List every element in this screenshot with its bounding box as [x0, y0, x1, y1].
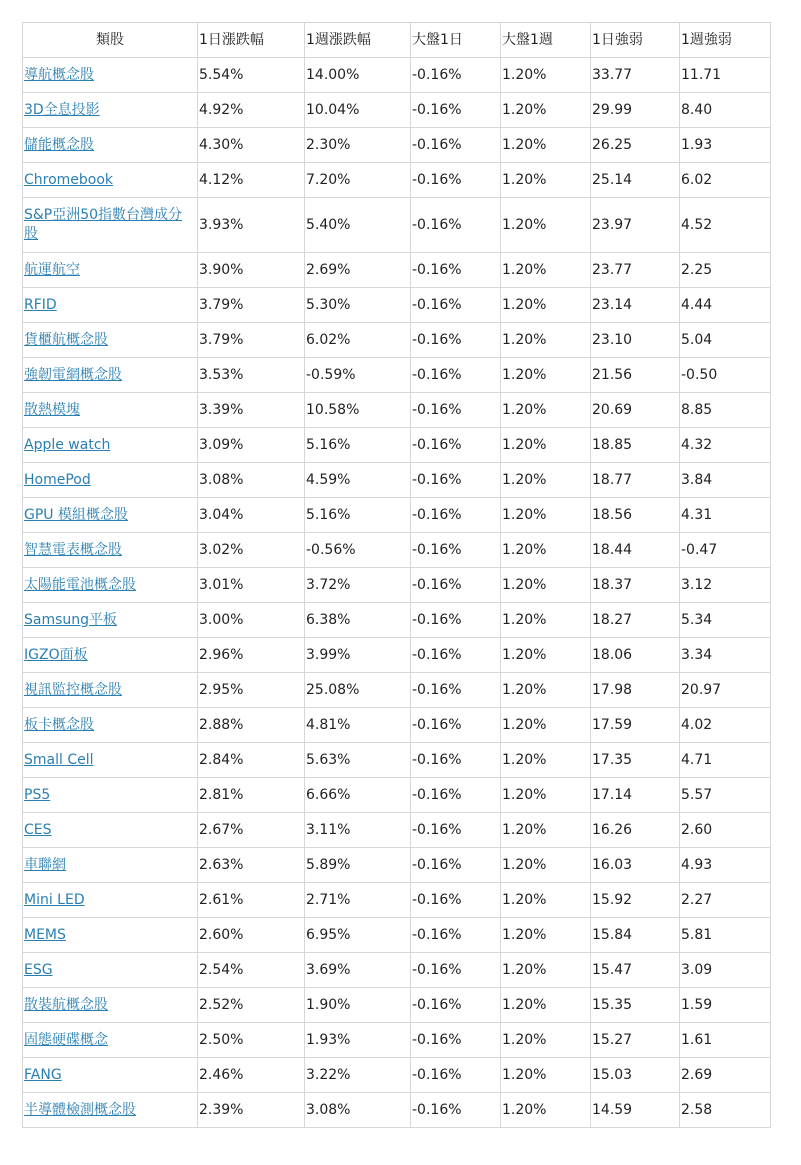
table-row	[23, 743, 771, 778]
cell-1d-strength: 29.99	[591, 93, 680, 128]
cell-1d-change: 2.46%	[198, 1058, 305, 1093]
cell-1w-strength: 4.52	[680, 198, 771, 253]
cell-market-1d: -0.16%	[411, 673, 501, 708]
cell-market-1w: 1.20%	[501, 603, 591, 638]
cell-1w-strength: 20.97	[680, 673, 771, 708]
sector-link[interactable]: 固態硬碟概念	[24, 1031, 108, 1048]
cell-market-1w: 1.20%	[501, 778, 591, 813]
cell-1d-strength: 17.98	[591, 673, 680, 708]
cell-market-1w: 1.20%	[501, 393, 591, 428]
sector-name-cell	[23, 198, 198, 253]
sector-link[interactable]: PS5	[24, 786, 51, 803]
cell-1w-strength: 4.93	[680, 848, 771, 883]
sector-name-cell	[23, 988, 198, 1023]
sector-link[interactable]: Small Cell	[24, 751, 94, 768]
cell-1w-strength: 1.61	[680, 1023, 771, 1058]
cell-market-1d: -0.16%	[411, 58, 501, 93]
cell-market-1w: 1.20%	[501, 253, 591, 288]
table-row	[23, 1023, 771, 1058]
cell-market-1w: 1.20%	[501, 638, 591, 673]
sector-name-cell	[23, 743, 198, 778]
table-row	[23, 568, 771, 603]
cell-market-1d: -0.16%	[411, 953, 501, 988]
cell-market-1w: 1.20%	[501, 498, 591, 533]
cell-1w-change: 3.11%	[305, 813, 411, 848]
cell-1d-change: 2.54%	[198, 953, 305, 988]
cell-1d-strength: 17.35	[591, 743, 680, 778]
cell-1d-change: 3.04%	[198, 498, 305, 533]
table-body	[23, 58, 771, 1128]
cell-1d-strength: 14.59	[591, 1093, 680, 1128]
sector-link[interactable]: 航運航空	[24, 261, 80, 278]
cell-market-1w: 1.20%	[501, 743, 591, 778]
cell-1d-change: 3.79%	[198, 323, 305, 358]
cell-1w-strength: 1.93	[680, 128, 771, 163]
sector-name-cell	[23, 393, 198, 428]
cell-market-1w: 1.20%	[501, 93, 591, 128]
sector-name-cell	[23, 288, 198, 323]
cell-1w-change: 10.58%	[305, 393, 411, 428]
cell-1w-change: 5.63%	[305, 743, 411, 778]
cell-1w-strength: 2.25	[680, 253, 771, 288]
cell-1d-change: 3.53%	[198, 358, 305, 393]
sector-name-cell	[23, 323, 198, 358]
cell-1w-change: 3.08%	[305, 1093, 411, 1128]
sector-name-cell	[23, 883, 198, 918]
cell-1d-change: 2.63%	[198, 848, 305, 883]
cell-1d-strength: 18.37	[591, 568, 680, 603]
cell-market-1w: 1.20%	[501, 568, 591, 603]
header-1w-change: 1週漲跌幅	[305, 23, 411, 58]
cell-1w-change: 2.69%	[305, 253, 411, 288]
sector-link[interactable]: 太陽能電池概念股	[24, 576, 136, 593]
sector-name-cell	[23, 813, 198, 848]
cell-1d-change: 3.02%	[198, 533, 305, 568]
cell-1w-strength: -0.47	[680, 533, 771, 568]
cell-1w-change: 3.22%	[305, 1058, 411, 1093]
cell-market-1w: 1.20%	[501, 128, 591, 163]
cell-1d-change: 3.09%	[198, 428, 305, 463]
sector-name-cell	[23, 1023, 198, 1058]
cell-market-1d: -0.16%	[411, 988, 501, 1023]
cell-market-1w: 1.20%	[501, 953, 591, 988]
cell-1w-change: 5.40%	[305, 198, 411, 253]
cell-1w-change: 1.90%	[305, 988, 411, 1023]
cell-1d-strength: 23.97	[591, 198, 680, 253]
cell-1d-change: 3.79%	[198, 288, 305, 323]
sector-link[interactable]: 貨櫃航概念股	[24, 331, 108, 348]
cell-1d-strength: 15.47	[591, 953, 680, 988]
cell-market-1w: 1.20%	[501, 533, 591, 568]
cell-1w-strength: 2.58	[680, 1093, 771, 1128]
cell-market-1w: 1.20%	[501, 1093, 591, 1128]
cell-1w-strength: 3.09	[680, 953, 771, 988]
cell-market-1w: 1.20%	[501, 673, 591, 708]
cell-1d-change: 3.00%	[198, 603, 305, 638]
cell-1w-strength: 5.57	[680, 778, 771, 813]
cell-market-1d: -0.16%	[411, 393, 501, 428]
cell-market-1d: -0.16%	[411, 1058, 501, 1093]
table-row	[23, 253, 771, 288]
sector-link[interactable]: Chromebook	[24, 171, 114, 188]
cell-1w-change: 5.89%	[305, 848, 411, 883]
table-row	[23, 883, 771, 918]
cell-1d-strength: 18.85	[591, 428, 680, 463]
sector-name-cell	[23, 1093, 198, 1128]
cell-1w-strength: 4.44	[680, 288, 771, 323]
cell-1w-strength: 3.34	[680, 638, 771, 673]
cell-market-1d: -0.16%	[411, 883, 501, 918]
cell-1d-strength: 15.27	[591, 1023, 680, 1058]
header-1d-change: 1日漲跌幅	[198, 23, 305, 58]
header-market-1d: 大盤1日	[411, 23, 501, 58]
cell-1w-change: 6.02%	[305, 323, 411, 358]
cell-1w-strength: 11.71	[680, 58, 771, 93]
cell-market-1w: 1.20%	[501, 883, 591, 918]
cell-1d-change: 2.39%	[198, 1093, 305, 1128]
sector-name-cell	[23, 638, 198, 673]
cell-1w-change: 3.69%	[305, 953, 411, 988]
table-row	[23, 778, 771, 813]
cell-1d-change: 4.92%	[198, 93, 305, 128]
cell-1d-strength: 18.44	[591, 533, 680, 568]
table-row	[23, 393, 771, 428]
sector-link[interactable]: 散熱模塊	[24, 401, 80, 418]
cell-1w-change: 14.00%	[305, 58, 411, 93]
cell-1d-strength: 17.14	[591, 778, 680, 813]
cell-1w-strength: 4.32	[680, 428, 771, 463]
cell-market-1w: 1.20%	[501, 358, 591, 393]
cell-1d-strength: 15.35	[591, 988, 680, 1023]
cell-1w-change: 2.71%	[305, 883, 411, 918]
cell-market-1d: -0.16%	[411, 813, 501, 848]
sector-name-cell	[23, 128, 198, 163]
cell-1d-change: 2.67%	[198, 813, 305, 848]
sector-link[interactable]: HomePod	[24, 471, 91, 488]
cell-1w-change: 5.30%	[305, 288, 411, 323]
sector-name-cell	[23, 358, 198, 393]
cell-market-1d: -0.16%	[411, 163, 501, 198]
cell-market-1w: 1.20%	[501, 288, 591, 323]
table-row	[23, 813, 771, 848]
cell-market-1w: 1.20%	[501, 1058, 591, 1093]
header-1w-strength: 1週強弱	[680, 23, 771, 58]
sector-name-cell	[23, 463, 198, 498]
cell-1d-strength: 33.77	[591, 58, 680, 93]
cell-1d-change: 2.96%	[198, 638, 305, 673]
cell-1w-strength: 5.81	[680, 918, 771, 953]
sector-name-cell	[23, 533, 198, 568]
sector-name-cell	[23, 848, 198, 883]
sector-name-cell	[23, 93, 198, 128]
cell-market-1d: -0.16%	[411, 603, 501, 638]
table-row	[23, 603, 771, 638]
cell-1w-strength: 4.71	[680, 743, 771, 778]
cell-market-1w: 1.20%	[501, 463, 591, 498]
cell-market-1d: -0.16%	[411, 128, 501, 163]
cell-market-1d: -0.16%	[411, 428, 501, 463]
table-row	[23, 163, 771, 198]
sector-link[interactable]: 半導體檢測概念股	[24, 1101, 136, 1118]
sector-table-container	[22, 22, 771, 1128]
cell-1w-strength: 2.60	[680, 813, 771, 848]
table-row	[23, 323, 771, 358]
sector-strength-table	[22, 22, 771, 1128]
table-row	[23, 533, 771, 568]
cell-1d-change: 3.08%	[198, 463, 305, 498]
cell-1w-strength: 8.40	[680, 93, 771, 128]
sector-link[interactable]: RFID	[24, 296, 57, 313]
cell-1d-strength: 23.10	[591, 323, 680, 358]
cell-1d-strength: 18.56	[591, 498, 680, 533]
cell-1d-strength: 23.77	[591, 253, 680, 288]
cell-market-1d: -0.16%	[411, 498, 501, 533]
cell-1w-strength: 5.04	[680, 323, 771, 358]
cell-market-1w: 1.20%	[501, 988, 591, 1023]
sector-name-cell	[23, 253, 198, 288]
cell-1w-change: 2.30%	[305, 128, 411, 163]
cell-1d-change: 2.52%	[198, 988, 305, 1023]
table-row	[23, 428, 771, 463]
sector-link[interactable]: IGZO面板	[24, 646, 88, 663]
sector-link[interactable]: GPU 模組概念股	[24, 506, 128, 523]
sector-name-cell	[23, 428, 198, 463]
cell-1d-change: 5.54%	[198, 58, 305, 93]
table-row	[23, 1093, 771, 1128]
cell-1w-change: -0.56%	[305, 533, 411, 568]
cell-market-1d: -0.16%	[411, 1023, 501, 1058]
cell-1w-change: -0.59%	[305, 358, 411, 393]
sector-link[interactable]: 視訊監控概念股	[24, 681, 122, 698]
cell-market-1d: -0.16%	[411, 533, 501, 568]
cell-1d-change: 2.95%	[198, 673, 305, 708]
cell-1d-change: 2.60%	[198, 918, 305, 953]
cell-1w-strength: 4.31	[680, 498, 771, 533]
cell-market-1w: 1.20%	[501, 198, 591, 253]
cell-1w-strength: 8.85	[680, 393, 771, 428]
cell-1d-strength: 16.03	[591, 848, 680, 883]
sector-name-cell	[23, 953, 198, 988]
cell-1d-change: 4.12%	[198, 163, 305, 198]
cell-1w-strength: 1.59	[680, 988, 771, 1023]
cell-1w-change: 1.93%	[305, 1023, 411, 1058]
cell-1w-strength: -0.50	[680, 358, 771, 393]
cell-1d-change: 2.50%	[198, 1023, 305, 1058]
cell-market-1w: 1.20%	[501, 428, 591, 463]
cell-1w-strength: 3.12	[680, 568, 771, 603]
table-row	[23, 463, 771, 498]
cell-market-1d: -0.16%	[411, 253, 501, 288]
cell-market-1d: -0.16%	[411, 918, 501, 953]
cell-market-1d: -0.16%	[411, 708, 501, 743]
cell-1w-change: 4.59%	[305, 463, 411, 498]
sector-name-cell	[23, 568, 198, 603]
sector-name-cell	[23, 673, 198, 708]
cell-market-1d: -0.16%	[411, 323, 501, 358]
sector-link[interactable]: 強韌電網概念股	[24, 366, 122, 383]
cell-1d-change: 4.30%	[198, 128, 305, 163]
table-row	[23, 918, 771, 953]
table-row	[23, 358, 771, 393]
cell-market-1d: -0.16%	[411, 463, 501, 498]
cell-1d-change: 2.88%	[198, 708, 305, 743]
table-row	[23, 848, 771, 883]
cell-1w-change: 6.95%	[305, 918, 411, 953]
sector-link[interactable]: S&P亞洲50指數台灣成分股	[24, 207, 183, 242]
cell-market-1w: 1.20%	[501, 848, 591, 883]
cell-1d-change: 2.81%	[198, 778, 305, 813]
cell-1d-strength: 18.77	[591, 463, 680, 498]
cell-1d-strength: 15.03	[591, 1058, 680, 1093]
cell-1d-change: 3.93%	[198, 198, 305, 253]
cell-market-1w: 1.20%	[501, 58, 591, 93]
cell-market-1d: -0.16%	[411, 743, 501, 778]
sector-link[interactable]: 導航概念股	[24, 66, 94, 83]
cell-1w-change: 25.08%	[305, 673, 411, 708]
table-row	[23, 708, 771, 743]
table-row	[23, 953, 771, 988]
cell-1d-strength: 21.56	[591, 358, 680, 393]
cell-1d-strength: 23.14	[591, 288, 680, 323]
sector-link[interactable]: 智慧電表概念股	[24, 541, 122, 558]
cell-1w-change: 7.20%	[305, 163, 411, 198]
sector-link[interactable]: MEMS	[24, 926, 66, 943]
sector-link[interactable]: Mini LED	[24, 891, 85, 908]
sector-name-cell	[23, 603, 198, 638]
cell-market-1w: 1.20%	[501, 163, 591, 198]
cell-1w-change: 3.72%	[305, 568, 411, 603]
sector-link[interactable]: Samsung平板	[24, 611, 118, 628]
cell-1d-change: 3.01%	[198, 568, 305, 603]
sector-name-cell	[23, 708, 198, 743]
table-row	[23, 1058, 771, 1093]
cell-1w-change: 6.66%	[305, 778, 411, 813]
cell-1d-change: 2.61%	[198, 883, 305, 918]
cell-market-1d: -0.16%	[411, 638, 501, 673]
cell-1w-change: 4.81%	[305, 708, 411, 743]
sector-name-cell	[23, 498, 198, 533]
table-row	[23, 128, 771, 163]
cell-market-1w: 1.20%	[501, 813, 591, 848]
table-header-row	[23, 23, 771, 58]
sector-link[interactable]: 車聯網	[24, 856, 66, 873]
cell-1w-strength: 6.02	[680, 163, 771, 198]
sector-name-cell	[23, 58, 198, 93]
sector-link[interactable]: 散裝航概念股	[24, 996, 108, 1013]
cell-market-1w: 1.20%	[501, 1023, 591, 1058]
header-1d-strength: 1日強弱	[591, 23, 680, 58]
sector-name-cell	[23, 163, 198, 198]
cell-1d-strength: 26.25	[591, 128, 680, 163]
sector-link[interactable]: CES	[24, 821, 52, 838]
cell-market-1d: -0.16%	[411, 198, 501, 253]
cell-1d-strength: 20.69	[591, 393, 680, 428]
cell-1d-strength: 18.06	[591, 638, 680, 673]
cell-1w-change: 3.99%	[305, 638, 411, 673]
header-sector: 類股	[23, 23, 198, 58]
table-row	[23, 58, 771, 93]
cell-market-1d: -0.16%	[411, 778, 501, 813]
cell-market-1d: -0.16%	[411, 358, 501, 393]
cell-1d-strength: 16.26	[591, 813, 680, 848]
cell-market-1w: 1.20%	[501, 918, 591, 953]
cell-market-1d: -0.16%	[411, 568, 501, 603]
table-row	[23, 638, 771, 673]
cell-1w-strength: 5.34	[680, 603, 771, 638]
table-row	[23, 988, 771, 1023]
cell-market-1d: -0.16%	[411, 93, 501, 128]
cell-1w-strength: 2.27	[680, 883, 771, 918]
cell-1w-strength: 2.69	[680, 1058, 771, 1093]
cell-1d-strength: 18.27	[591, 603, 680, 638]
cell-1d-strength: 15.84	[591, 918, 680, 953]
sector-link[interactable]: 儲能概念股	[24, 136, 94, 153]
cell-1w-strength: 3.84	[680, 463, 771, 498]
cell-1d-strength: 17.59	[591, 708, 680, 743]
header-market-1w: 大盤1週	[501, 23, 591, 58]
cell-1w-change: 10.04%	[305, 93, 411, 128]
sector-link[interactable]: ESG	[24, 961, 53, 978]
cell-market-1d: -0.16%	[411, 1093, 501, 1128]
cell-1w-change: 5.16%	[305, 428, 411, 463]
sector-name-cell	[23, 778, 198, 813]
cell-1d-change: 3.39%	[198, 393, 305, 428]
sector-name-cell	[23, 1058, 198, 1093]
sector-link[interactable]: FANG	[24, 1066, 62, 1083]
cell-1w-strength: 4.02	[680, 708, 771, 743]
sector-name-cell	[23, 918, 198, 953]
sector-link[interactable]: 3D全息投影	[24, 101, 100, 118]
cell-market-1d: -0.16%	[411, 288, 501, 323]
cell-market-1w: 1.20%	[501, 323, 591, 358]
sector-link[interactable]: Apple watch	[24, 436, 111, 453]
cell-1w-change: 5.16%	[305, 498, 411, 533]
cell-market-1d: -0.16%	[411, 848, 501, 883]
cell-1d-change: 3.90%	[198, 253, 305, 288]
cell-1d-change: 2.84%	[198, 743, 305, 778]
table-row	[23, 498, 771, 533]
sector-link[interactable]: 板卡概念股	[24, 716, 94, 733]
cell-1d-strength: 15.92	[591, 883, 680, 918]
table-row	[23, 93, 771, 128]
cell-1d-strength: 25.14	[591, 163, 680, 198]
table-row	[23, 673, 771, 708]
cell-1w-change: 6.38%	[305, 603, 411, 638]
table-row	[23, 198, 771, 253]
cell-market-1w: 1.20%	[501, 708, 591, 743]
table-row	[23, 288, 771, 323]
